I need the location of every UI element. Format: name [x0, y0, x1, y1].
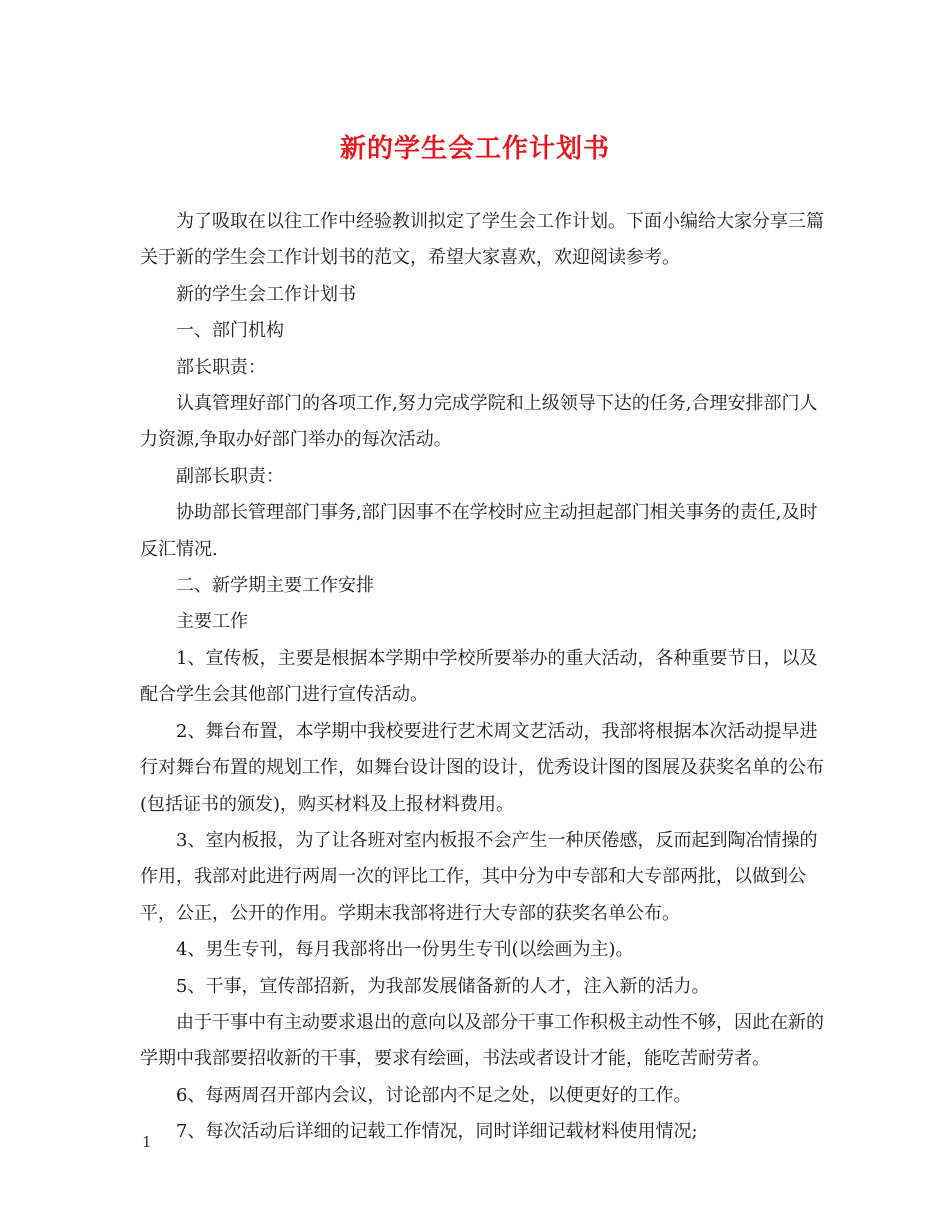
heading-minister-duties: 部长职责：	[176, 356, 266, 378]
heading-main-work: 主要工作	[176, 611, 248, 633]
list-item-records: 7、每次活动后详细的记载工作情况，同时详细记载材料使用情况;	[176, 1121, 698, 1143]
paragraph-intro: 为了吸取在以往工作中经验教训拟定了学生会工作计划。下面小编给大家分享三篇关于新的学生会工作计划书的范文，希望大家喜欢，欢迎阅读参考。	[140, 211, 824, 269]
heading-semester-plan: 二、新学期主要工作安排	[176, 575, 374, 597]
heading-vice-minister-duties: 副部长职责：	[176, 465, 284, 487]
paragraph-subtitle: 新的学生会工作计划书	[176, 283, 356, 305]
paragraph-recruitment-detail: 由于干事中有主动要求退出的意向以及部分干事工作积极主动性不够，因此在新的学期中我部要招收新的干事，要求有绘画，书法或者设计才能，能吃苦耐劳者。	[140, 1011, 824, 1070]
paragraph-minister-duties: 认真管理好部门的各项工作,努力完成学院和上级领导下达的任务,合理安排部门人力资源,争取办好部门举办的每次活动。	[140, 393, 818, 451]
paragraph-vice-minister-duties: 协助部长管理部门事务,部门因事不在学校时应主动担起部门相关事务的责任,及时反汇情况.	[140, 502, 818, 560]
list-item-indoor-board: 3、室内板报，为了让各班对室内板报不会产生一种厌倦感，反而起到陶冶情操的作用，我部对此进行两周一次的评比工作，其中分为中专部和大专部两批，以做到公平，公正，公开的作用。学期末我部将进行大专部的获奖名单公布。	[140, 829, 818, 924]
list-item-stage-setup: 2、舞台布置，本学期中我校要进行艺术周文艺活动，我部将根据本次活动提早进行对舞台布置的规划工作，如舞台设计图的设计，优秀设计图的图展及获奖名单的公布(包括证书的颁发)，购买材料及上报材料费用。	[140, 720, 824, 815]
page-number: 1	[142, 1133, 152, 1151]
list-item-publicity-board: 1、宣传板，主要是根据本学期中学校所要举办的重大活动，各种重要节日，以及配合学生会其他部门进行宣传活动。	[140, 647, 818, 706]
document-body	[140, 204, 825, 1151]
document-title: 新的学生会工作计划书	[339, 134, 610, 164]
heading-department-structure: 一、部门机构	[176, 320, 284, 342]
list-item-recruitment: 5、干事，宣传部招新，为我部发展储备新的人才，注入新的活力。	[176, 975, 710, 997]
list-item-boys-magazine: 4、男生专刊，每月我部将出一份男生专刊(以绘画为主)。	[176, 939, 634, 961]
list-item-meetings: 6、每两周召开部内会议，讨论部内不足之处，以便更好的工作。	[176, 1084, 692, 1106]
